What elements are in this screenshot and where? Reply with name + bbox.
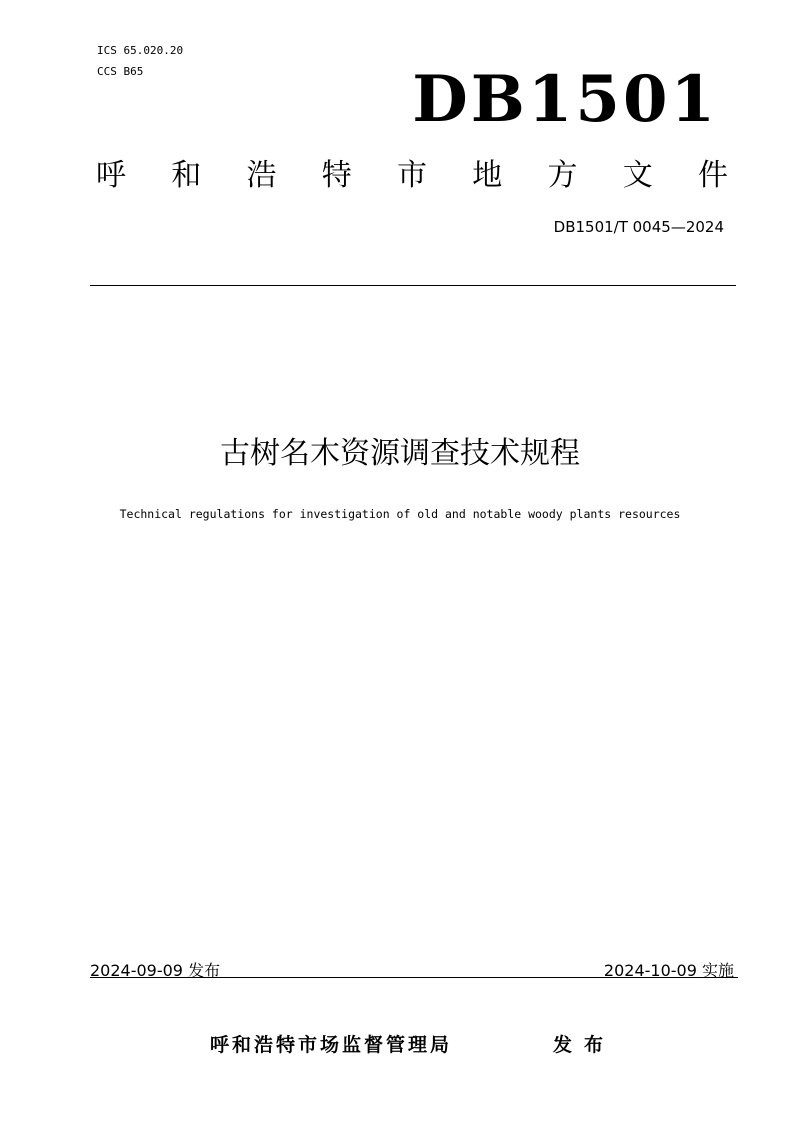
ics-code: ICS 65.020.20: [97, 44, 184, 57]
doc-type-char: 件: [698, 158, 728, 193]
doc-type-char: 市: [397, 158, 427, 193]
implementation-date: 2024-10-09 实施: [603, 961, 734, 980]
doc-type-char: 方: [547, 158, 578, 193]
db-code: DB1501: [412, 62, 718, 137]
doc-type-char: 和: [171, 158, 202, 193]
classification-codes: [97, 40, 183, 82]
document-subtitle: Technical regulations for investigation of old and notable woody plants resources: [119, 507, 681, 521]
doc-type-char: 文: [622, 158, 653, 193]
publish-label: 发布: [553, 1034, 616, 1056]
doc-type-char: 呼: [96, 158, 126, 193]
publisher-name: 呼和浩特市场监督管理局: [210, 1034, 453, 1056]
doc-type-char: 特: [321, 158, 352, 193]
document-type: [96, 158, 728, 194]
issue-date: 2024-09-09 发布: [90, 961, 221, 980]
doc-type-char: 地: [472, 158, 503, 193]
ccs-code: CCS B65: [97, 65, 144, 78]
footer-divider: [90, 977, 738, 978]
doc-type-char: 浩: [246, 158, 277, 193]
standard-number: DB1501/T 0045—2024: [553, 218, 724, 236]
header-divider: [90, 285, 736, 286]
document-title: 古树名木资源调查技术规程: [220, 436, 580, 471]
